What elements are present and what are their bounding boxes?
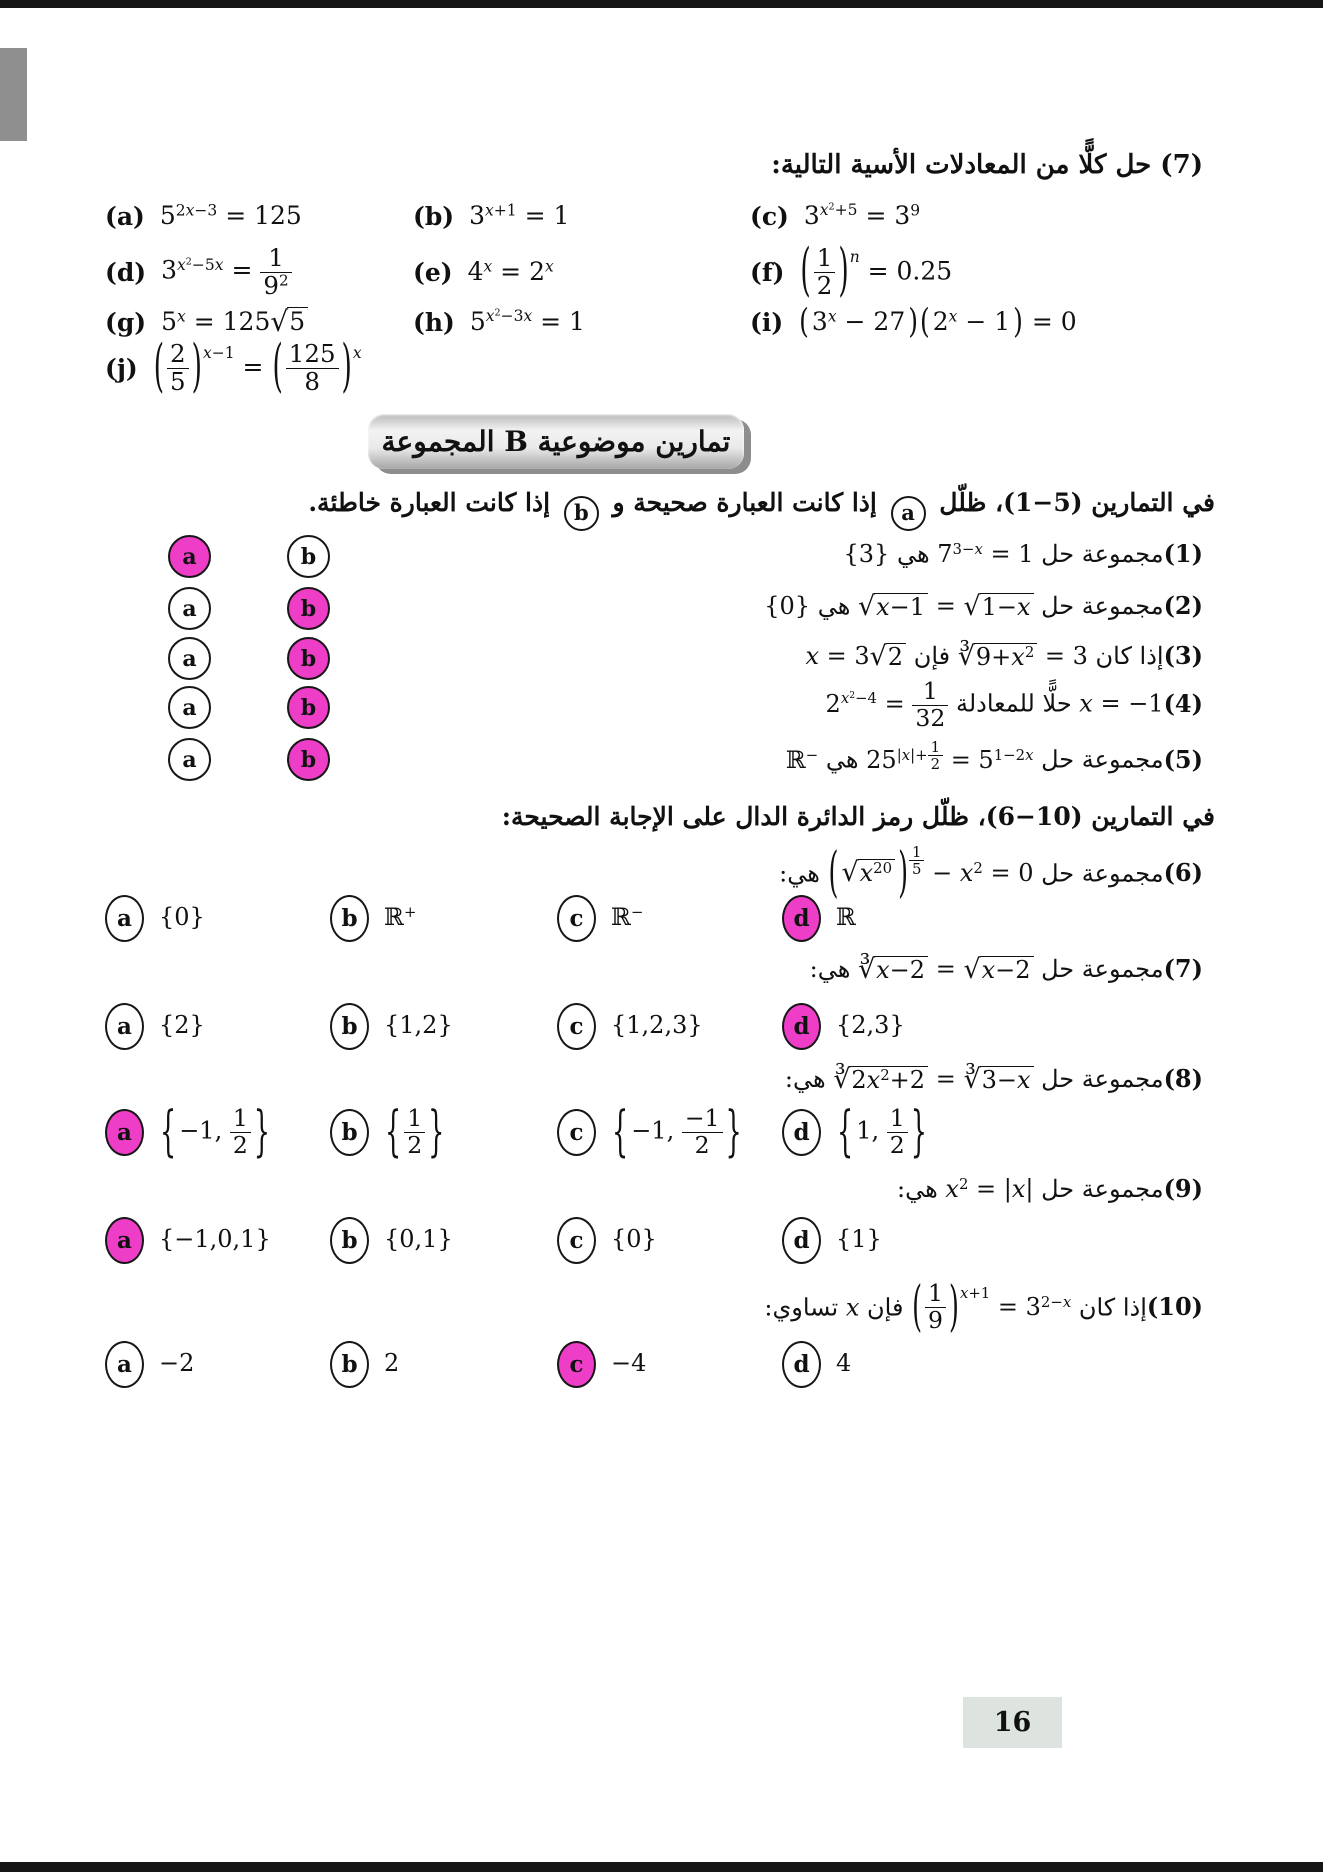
q7-option-c-circle[interactable]: c [557, 1003, 596, 1050]
arabic-text: ، ظلّل [930, 488, 1004, 518]
left-margin-tab [0, 48, 27, 141]
q9-option-d-circle[interactable]: d [782, 1217, 821, 1264]
q6-option-d-circle[interactable]: d [782, 895, 821, 942]
question-4-number: (4) [1163, 688, 1203, 718]
q10-option-b-circle[interactable]: b [330, 1341, 369, 1388]
arabic-text: في التمارين [1082, 802, 1215, 832]
math-expression: x = 3 √ 2 [805, 642, 906, 670]
q6-option-d-value: ℝ [836, 903, 856, 932]
inline-choice-circle-b: b [564, 496, 599, 531]
page-number: 16 [993, 1707, 1032, 1738]
tf-q4-choice-a[interactable]: a [168, 686, 211, 729]
tf-q2-choice-a[interactable]: a [168, 587, 211, 630]
arabic-text: هي [810, 591, 858, 620]
q8-option-b [330, 1098, 445, 1163]
math-expression: ( √ $x^{20}$ ) $^{\frac{1}{5}}$ − $x^2 = 0$ [828, 839, 1034, 904]
question-8-options [105, 1098, 1223, 1163]
q7-option-c [557, 1002, 703, 1050]
q7-option-b [330, 1002, 453, 1050]
tf-q1-choice-b[interactable]: b [287, 535, 330, 578]
arabic-text: هي [818, 745, 867, 774]
question-1-number: (1) [1163, 539, 1203, 568]
q6-option-a [105, 894, 205, 942]
q6-option-a-value: {0} [159, 903, 205, 932]
q8-option-d-value: { 1, $\frac{1}{2}$ } [837, 1098, 927, 1163]
problem-7-header [300, 144, 1215, 186]
arabic-text: تساوي: [764, 1293, 846, 1322]
section-banner-title: المجموعة B تمارين موضوعية [381, 425, 731, 458]
tf-q5-choice-b[interactable]: b [287, 738, 330, 781]
q10-option-d-circle[interactable]: d [782, 1341, 821, 1388]
question-9-statement [300, 1168, 1215, 1210]
question-1-statement [300, 533, 1215, 575]
arabic-text: إذا كانت العبارة صحيحة و [603, 488, 886, 518]
q7-option-b-circle[interactable]: b [330, 1003, 369, 1050]
q9-option-b [330, 1216, 453, 1264]
q10-option-c-value: −4 [611, 1349, 647, 1378]
q6-option-b-value: ℝ+ [384, 903, 417, 932]
arabic-text: في التمارين [1082, 488, 1215, 518]
q10-option-b-value: 2 [384, 1349, 400, 1378]
question-5-statement [300, 727, 1215, 787]
math-expression: ∛ $2x^2+2$ = ∛ 3−x [833, 1065, 1033, 1093]
question-7-statement [300, 948, 1215, 990]
tf-q2-choice-b[interactable]: b [287, 587, 330, 630]
equation-i-formula: ( $3^x - 27$ ) ( $2^x - 1$ ) = 0 [799, 301, 1077, 341]
equation-g-label: (g) [105, 307, 147, 337]
q10-option-a-circle[interactable]: a [105, 1341, 144, 1388]
tf-q5-choice-a[interactable]: a [168, 738, 211, 781]
equation-d-label: (d) [105, 257, 147, 287]
arabic-text: إذا كان [1071, 1293, 1147, 1322]
q9-option-c-circle[interactable]: c [557, 1217, 596, 1264]
arabic-text: مجموعة حل [1033, 954, 1164, 983]
arabic-text: مجموعة حل [1033, 591, 1164, 620]
q7-option-c-value: {1,2,3} [611, 1011, 703, 1040]
q9-option-b-circle[interactable]: b [330, 1217, 369, 1264]
q6-option-c-value: ℝ− [611, 903, 644, 932]
math-expression: ∛ x−2 = √ x−2 [858, 955, 1034, 983]
math-expression: $2^{x^2-4}$ = $\frac{1}{32}$ [826, 690, 949, 718]
math-expression: ( $\frac{1}{9}$ ) $^{x+1} = 3^{2-x}$ [912, 1273, 1072, 1338]
arabic-text: إذا كان [1087, 641, 1164, 670]
q9-option-b-value: {0,1} [384, 1225, 453, 1254]
q6-option-c-circle[interactable]: c [557, 895, 596, 942]
sqrt-icon: √ [858, 590, 876, 622]
question-6-options [105, 894, 1223, 942]
arabic-text: هي: [779, 859, 828, 888]
question-10-options [105, 1340, 1223, 1388]
q10-option-c [557, 1340, 646, 1388]
q6-option-b-circle[interactable]: b [330, 895, 369, 942]
q8-option-c [557, 1098, 743, 1163]
question-6-number: (6) [1163, 858, 1203, 888]
tf-q3-choice-a[interactable]: a [168, 637, 211, 680]
q7-option-a [105, 1002, 205, 1050]
q8-option-b-circle[interactable]: b [330, 1109, 369, 1156]
q10-option-c-circle[interactable]: c [557, 1341, 596, 1388]
arabic-text: هي [889, 540, 938, 568]
q8-option-c-value: { −1, $\frac{-1}{2}$ } [612, 1098, 742, 1163]
question-4-statement [300, 676, 1215, 734]
q9-option-d [782, 1216, 882, 1264]
q10-option-d [782, 1340, 851, 1388]
tf-instruction [300, 486, 1215, 532]
equation-c-label: (c) [750, 201, 789, 231]
math-expression: x = −1 [1079, 689, 1164, 718]
question-2-statement [300, 585, 1215, 627]
cbrt-icon: ∛ [957, 640, 975, 672]
math-expression: ∛ $9+x^2$ = 3 [957, 640, 1088, 672]
q8-option-c-circle[interactable]: c [557, 1109, 596, 1156]
equation-i [750, 300, 1077, 344]
equation-c [750, 196, 920, 236]
equation-e-label: (e) [413, 257, 453, 287]
q7-option-d-value: {2,3} [836, 1011, 905, 1040]
equation-h-label: (h) [413, 307, 455, 337]
question-10-statement [300, 1273, 1215, 1341]
q8-option-a-circle[interactable]: a [105, 1109, 144, 1156]
q9-option-a [105, 1216, 271, 1264]
arabic-text: ، ظلّل رمز الدائرة الدال على الإجابة الصحيحة: [501, 802, 986, 832]
sqrt-icon: √ [841, 856, 859, 888]
equation-d-formula: $3^{x^2-5x}$ = $\frac{1}{9^2}$ [161, 245, 291, 299]
sqrt-icon: √ [963, 953, 981, 985]
equation-b-label: (b) [413, 201, 455, 231]
equation-b [413, 196, 569, 236]
math-expression: {0} [764, 591, 811, 620]
equation-j [105, 333, 362, 400]
q7-option-d [782, 1002, 905, 1050]
q7-option-d-circle[interactable]: d [782, 1003, 821, 1050]
q10-option-d-value: 4 [836, 1349, 852, 1378]
question-10-number: (10) [1146, 1292, 1203, 1322]
math-expression: $7^{3-x} = 1$ [937, 539, 1034, 568]
top-edge-bar [0, 0, 1323, 8]
question-3-number: (3) [1163, 640, 1203, 670]
problem-7-title: حل كلًّا من المعادلات الأسية التالية: [771, 149, 1152, 180]
question-9-options [105, 1216, 1223, 1264]
question-3-statement [300, 632, 1215, 680]
question-6-statement [300, 839, 1215, 904]
q6-option-d [782, 894, 856, 942]
arabic-text: فإن [859, 1293, 912, 1322]
math-expression: √ x−1 = √ 1−x [858, 592, 1034, 620]
arabic-text: هي: [809, 954, 858, 983]
math-expression: (6−10) [985, 802, 1083, 832]
q6-option-a-circle[interactable]: a [105, 895, 144, 942]
question-8-number: (8) [1163, 1063, 1203, 1093]
question-2-number: (2) [1163, 590, 1203, 620]
tf-q4-choice-b[interactable]: b [287, 686, 330, 729]
cbrt-icon: ∛ [858, 953, 876, 985]
page-number-badge [963, 1697, 1062, 1748]
sqrt-icon: √ [963, 590, 981, 622]
sqrt-icon: √ [869, 640, 887, 672]
q7-option-b-value: {1,2} [384, 1011, 453, 1040]
q9-option-c [557, 1216, 657, 1264]
q9-option-d-value: {1} [836, 1225, 882, 1254]
arabic-text: مجموعة حل [1033, 540, 1164, 568]
bottom-edge-bar [0, 1862, 1323, 1872]
arabic-text: إذا كانت العبارة خاطئة. [308, 488, 559, 518]
q7-option-a-circle[interactable]: a [105, 1003, 144, 1050]
arabic-text: هي: [784, 1064, 834, 1093]
sqrt-icon: √ [270, 305, 289, 339]
question-7-options [105, 1002, 1223, 1050]
arabic-text: مجموعة حل [1033, 745, 1164, 774]
math-expression: {3} [843, 540, 890, 568]
q8-option-a [105, 1098, 271, 1163]
math-expression: ℝ− [785, 745, 819, 774]
equation-a-formula: $5^{2x-3} = 125$ [159, 200, 302, 230]
arabic-text: مجموعة حل [1033, 1175, 1164, 1203]
arabic-text: هي: [897, 1175, 946, 1203]
q9-option-a-circle[interactable]: a [105, 1217, 144, 1264]
q8-option-d-circle[interactable]: d [782, 1109, 821, 1156]
inline-choice-circle-a: a [891, 496, 926, 531]
q8-option-a-value: { −1, $\frac{1}{2}$ } [160, 1098, 270, 1163]
q10-option-a [105, 1340, 194, 1388]
arabic-text: فإن [906, 641, 958, 670]
arabic-text: حلًّا للمعادلة [948, 689, 1080, 718]
equation-f [750, 237, 953, 304]
equation-h-formula: $5^{x^2-3x} = 1$ [469, 306, 585, 336]
q9-option-a-value: {−1,0,1} [159, 1225, 271, 1254]
q10-option-b [330, 1340, 399, 1388]
equation-g-formula: $5^x = 125$ √ 5 [161, 307, 308, 337]
equation-j-label: (j) [105, 353, 138, 383]
question-8-statement [300, 1058, 1215, 1100]
section-banner [368, 414, 744, 469]
equation-b-formula: $3^{x+1} = 1$ [469, 200, 570, 230]
arabic-text: مجموعة حل [1033, 859, 1164, 888]
q10-option-a-value: −2 [159, 1349, 195, 1378]
math-expression: (1−5) [1003, 488, 1083, 518]
math-expression: x [845, 1293, 860, 1322]
cbrt-icon: ∛ [833, 1063, 851, 1095]
equation-h [413, 302, 585, 342]
math-expression: $25^{|x|+ \frac{1}{2}}$ = $5^{1-2x}$ [866, 738, 1034, 774]
question-9-number: (9) [1163, 1174, 1203, 1203]
question-5-number: (5) [1163, 744, 1203, 774]
mc-instruction [300, 796, 1215, 838]
tf-q1-choice-a[interactable]: a [168, 535, 211, 578]
equation-c-formula: $3^{x^2+5} = 3^9$ [803, 200, 921, 230]
tf-q3-choice-b[interactable]: b [287, 637, 330, 680]
equation-f-label: (f) [750, 257, 785, 287]
math-expression: $x^2 = |x|$ [945, 1174, 1034, 1203]
arabic-text: مجموعة حل [1033, 1064, 1164, 1093]
q7-option-a-value: {2} [159, 1011, 205, 1040]
q8-option-b-value: { $\frac{1}{2}$ } [385, 1098, 445, 1163]
q8-option-d [782, 1098, 928, 1163]
equation-i-label: (i) [750, 307, 784, 337]
q6-option-c [557, 894, 643, 942]
equation-e [413, 252, 554, 292]
equation-d [105, 244, 292, 300]
question-7-number: (7) [1163, 953, 1203, 983]
equation-f-formula: ( $\frac{1}{2}$ ) $^n$ = 0.25 [800, 237, 953, 304]
q9-option-c-value: {0} [611, 1225, 657, 1254]
problem-7-number: (7) [1160, 149, 1203, 180]
q6-option-b [330, 894, 416, 942]
cbrt-icon: ∛ [963, 1063, 981, 1095]
equation-a [105, 196, 302, 236]
equation-e-formula: $4^x = 2^x$ [467, 256, 554, 286]
equation-a-label: (a) [105, 201, 145, 231]
equation-j-formula: ( $\frac{2}{5}$ ) $^{x-1}$ = ( $\frac{125}{8}$ ) $^x$ [153, 333, 362, 400]
